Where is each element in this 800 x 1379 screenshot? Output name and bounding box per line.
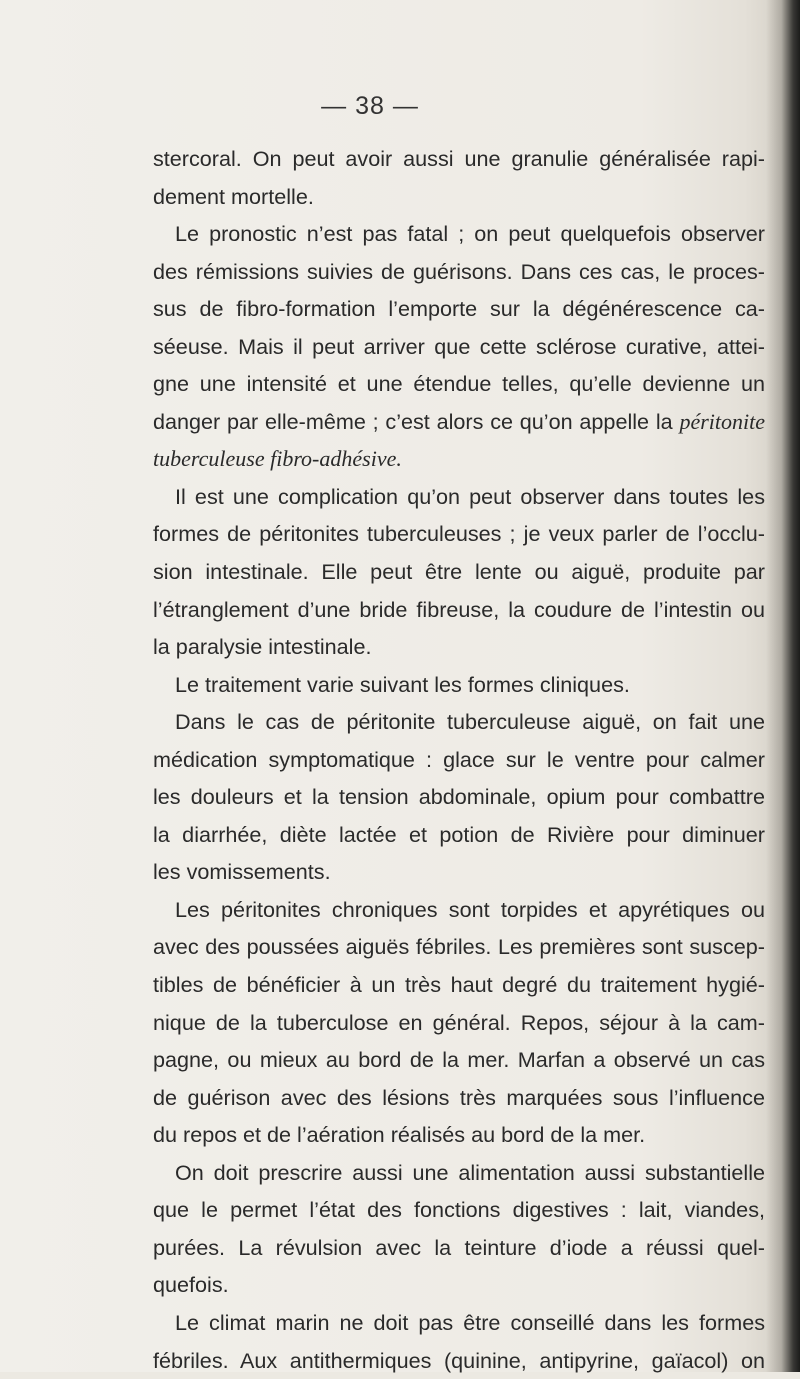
text-line bbox=[153, 1229, 765, 1267]
text-line bbox=[153, 1079, 765, 1117]
line-text: fébriles. Aux antithermiques (quinine, antipyrine, gaïacol) on bbox=[153, 1348, 765, 1373]
text-line bbox=[153, 816, 765, 854]
line-text: dement mortelle. bbox=[153, 184, 314, 209]
line-text: gne une intensité et une étendue telles, qu’elle devienne un bbox=[153, 371, 765, 396]
line-text: Les péritonites chroniques sont torpides et apyrétiques ou bbox=[175, 897, 765, 922]
line-text: tibles de bénéficier à un très haut degré du traitement hygié- bbox=[153, 972, 765, 997]
text-line bbox=[153, 1266, 765, 1304]
line-text: Le traitement varie suivant les formes cliniques. bbox=[175, 672, 630, 697]
text-line bbox=[153, 703, 765, 741]
line-text: médication symptomatique : glace sur le ventre pour calmer bbox=[153, 747, 765, 772]
line-text: avec des poussées aiguës fébriles. Les premières sont suscep- bbox=[153, 934, 765, 959]
page-edge-shadow bbox=[766, 0, 800, 1372]
text-line bbox=[153, 1342, 765, 1379]
text-line bbox=[153, 591, 765, 629]
line-text: que le permet l’état des fonctions digestives : lait, viandes, bbox=[153, 1197, 765, 1222]
line-text: les douleurs et la tension abdominale, opium pour combattre bbox=[153, 784, 765, 809]
body-text bbox=[153, 140, 765, 1379]
line-text: sion intestinale. Elle peut être lente ou aiguë, produite par bbox=[153, 559, 765, 584]
line-text: quefois. bbox=[153, 1272, 229, 1297]
text-line bbox=[153, 853, 765, 891]
line-text: Il est une complication qu’on peut observer dans toutes les bbox=[175, 484, 765, 509]
page-number: — 38 — bbox=[0, 92, 740, 121]
text-line bbox=[153, 1304, 765, 1342]
text-line bbox=[153, 1154, 765, 1192]
line-text: du repos et de l’aération réalisés au bord de la mer. bbox=[153, 1122, 645, 1147]
line-text: l’étranglement d’une bride fibreuse, la coudure de l’intestin ou bbox=[153, 597, 765, 622]
text-line bbox=[153, 628, 765, 666]
text-line bbox=[153, 666, 765, 704]
line-text: pagne, ou mieux au bord de la mer. Marfan a observé un cas bbox=[153, 1047, 765, 1072]
line-text: séeuse. Mais il peut arriver que cette sclérose curative, attei- bbox=[153, 334, 765, 359]
text-line bbox=[153, 253, 765, 291]
text-line bbox=[153, 778, 765, 816]
text-line bbox=[153, 891, 765, 929]
text-line bbox=[153, 741, 765, 779]
italic-term: tuberculeuse fibro-adhésive. bbox=[153, 446, 402, 471]
line-text: On doit prescrire aussi une alimentation aussi substantielle bbox=[175, 1160, 765, 1185]
text-line bbox=[153, 290, 765, 328]
line-text: des rémissions suivies de guérisons. Dans ces cas, le proces- bbox=[153, 259, 765, 284]
text-line bbox=[153, 178, 765, 216]
text-line bbox=[153, 553, 765, 591]
line-text: nique de la tuberculose en général. Repos, séjour à la cam- bbox=[153, 1010, 765, 1035]
line-text: purées. La révulsion avec la teinture d’iode a réussi quel- bbox=[153, 1235, 765, 1260]
text-line bbox=[153, 1116, 765, 1154]
line-text: formes de péritonites tuberculeuses ; je veux parler de l’occlu- bbox=[153, 521, 765, 546]
text-line bbox=[153, 1191, 765, 1229]
text-line bbox=[153, 515, 765, 553]
text-line bbox=[153, 140, 765, 178]
text-line bbox=[153, 966, 765, 1004]
line-text: les vomissements. bbox=[153, 859, 331, 884]
text-line bbox=[153, 1041, 765, 1079]
text-line bbox=[153, 440, 765, 478]
line-text: la diarrhée, diète lactée et potion de Rivière pour diminuer bbox=[153, 822, 765, 847]
text-line bbox=[153, 215, 765, 253]
text-line bbox=[153, 365, 765, 403]
text-line bbox=[153, 328, 765, 366]
line-text: stercoral. On peut avoir aussi une granulie généralisée rapi- bbox=[153, 146, 765, 171]
line-text: Dans le cas de péritonite tuberculeuse aiguë, on fait une bbox=[175, 709, 765, 734]
text-line bbox=[153, 403, 765, 441]
text-line bbox=[153, 928, 765, 966]
line-text: de guérison avec des lésions très marquées sous l’influence bbox=[153, 1085, 765, 1110]
line-text: sus de fibro-formation l’emporte sur la dégénérescence ca- bbox=[153, 296, 765, 321]
line-text: la paralysie intestinale. bbox=[153, 634, 371, 659]
text-line bbox=[153, 478, 765, 516]
italic-term: péritonite bbox=[679, 409, 765, 434]
line-text: danger par elle-même ; c’est alors ce qu’on appelle la bbox=[153, 409, 679, 434]
text-line bbox=[153, 1004, 765, 1042]
line-text: Le pronostic n’est pas fatal ; on peut quelquefois observer bbox=[175, 221, 765, 246]
line-text: Le climat marin ne doit pas être conseillé dans les formes bbox=[175, 1310, 765, 1335]
